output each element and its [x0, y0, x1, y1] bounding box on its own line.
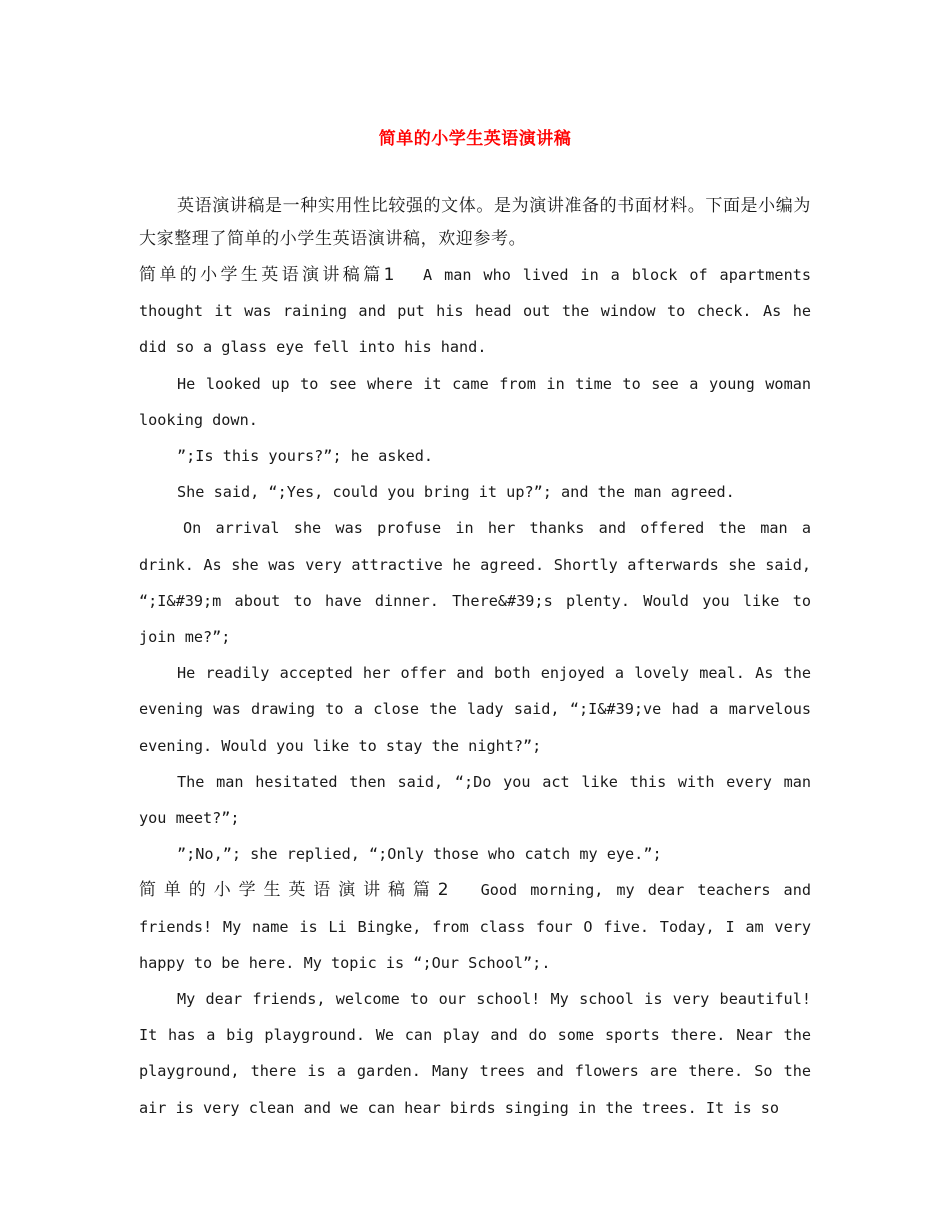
section1-paragraph: ”;No,”; she replied, “;Only those who catch my eye.”;: [177, 845, 662, 864]
section1-paragraph: ”;Is this yours?”; he asked.: [177, 447, 434, 466]
section1-paragraph: He looked up to see where it came from in time to see a young woman looking down.: [139, 374, 811, 429]
intro-paragraph: 英语演讲稿是一种实用性比较强的文体。是为演讲准备的书面材料。下面是小编为大家整理了简单的小学生英语演讲稿，欢迎参考。: [139, 196, 811, 249]
section1-paragraph: On arrival she was profuse in her thanks and offered the man a drink. As she was very attractive he agreed. Shortly afterwards she said, “;I&#39;m about to have dinner. There&#39;s plenty. Would you like to join me?”;: [139, 519, 811, 647]
section2-first-text: Good morning, my dear teachers and friends! My name is Li Bingke, from class four O five. Today, I am very happy to be here. My topic is “;Our School”;.: [139, 881, 811, 972]
document-title: 简单的小学生英语演讲稿: [378, 129, 572, 149]
section2-heading: 简单的小学生英语演讲稿篇2: [139, 880, 453, 901]
section1-paragraph: The man hesitated then said, “;Do you act like this with every man you meet?”;: [139, 772, 811, 828]
section1-heading: 简单的小学生英语演讲稿篇1: [139, 265, 395, 285]
section1-paragraph-first: [139, 257, 811, 366]
section1-paragraph: She said, “;Yes, could you bring it up?”; and the man agreed.: [177, 483, 735, 502]
section2-paragraph-first: [139, 872, 811, 981]
section1-paragraph: He readily accepted her offer and both enjoyed a lovely meal. As the evening was drawing to a close the lady said, “;I&#39;ve had a marvelous evening. Would you like to stay the night?”;: [139, 664, 811, 755]
section2-paragraph: My dear friends, welcome to our school! My school is very beautiful! It has a big playground. We can play and do some sports there. Near the playground, there is a garden. Many trees and flowers are there. So the air is very clean and we can hear birds singing in the trees. It is so: [139, 990, 811, 1117]
document-body: [139, 190, 811, 1126]
section1-first-text: A man who lived in a block of apartments thought it was raining and put his head out the window to check. As he did so a glass eye fell into his hand.: [139, 266, 811, 357]
